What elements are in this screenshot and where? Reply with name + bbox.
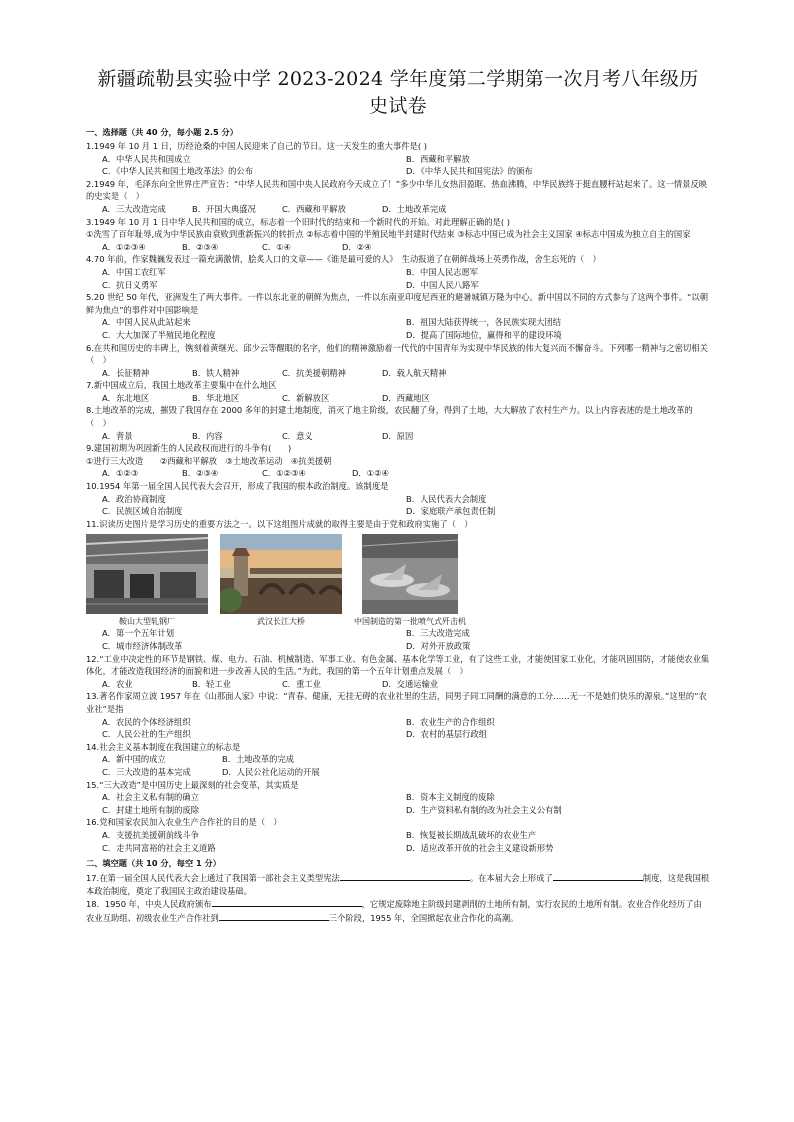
caption-bridge: 武汉长江大桥 bbox=[257, 617, 305, 627]
option: C．大大加深了半殖民地化程度 bbox=[102, 329, 216, 340]
option: B．三大改造完成 bbox=[406, 628, 470, 639]
option: D．人民公社化运动的开展 bbox=[222, 766, 320, 777]
question-3-options bbox=[86, 241, 710, 254]
q17-text-b: 。在本届大会上形成了 bbox=[469, 873, 553, 884]
option: A．政治协商制度 bbox=[102, 493, 166, 504]
exam-title bbox=[86, 66, 710, 120]
question-10-options bbox=[86, 493, 710, 518]
option: A．新中国的成立 bbox=[102, 754, 166, 765]
option: B．农业生产的合作组织 bbox=[406, 716, 495, 727]
option: A．长征精神 bbox=[102, 367, 150, 378]
option: D．家庭联产承包责任制 bbox=[406, 506, 496, 517]
option: B．人民代表大会制度 bbox=[406, 493, 487, 504]
answer-blank[interactable] bbox=[553, 871, 643, 881]
option: A．中国工农红军 bbox=[102, 266, 166, 277]
option: C．意义 bbox=[282, 430, 313, 441]
caption-jet-fighter: 中国制造的第一批喷气式歼击机 bbox=[354, 617, 466, 627]
answer-blank[interactable] bbox=[340, 871, 470, 881]
question-14: 14.社会主义基本制度在我国建立的标志是 bbox=[86, 741, 241, 752]
section-heading-choice: 一、选择题（共 40 分，每小题 2.5 分） bbox=[86, 127, 238, 137]
question-12-options bbox=[86, 678, 710, 691]
option: D．载人航天精神 bbox=[382, 367, 447, 378]
option: B．铁人精神 bbox=[192, 367, 240, 378]
question-9-options bbox=[86, 467, 710, 480]
option: A．社会主义私有制的确立 bbox=[102, 792, 199, 803]
question-6: 6.在共和国历史的丰碑上，镌刻着黄继光、邱少云等醒眼的名字，他们的精神激励着一代代的中国青年为实现中华民族的伟大复兴而不懈奋斗。下列哪一精神与之密切相关（ ） bbox=[86, 342, 708, 366]
option: B．华北地区 bbox=[192, 392, 240, 403]
question-1: 1.1949 年 10 月 1 日，历经沧桑的中国人民迎来了自己的节日。这一天发生的重大事件是( ) bbox=[86, 141, 427, 151]
option: C．城市经济体制改革 bbox=[102, 641, 183, 651]
option: D．适应改革开放的社会主义建设新形势 bbox=[406, 842, 554, 853]
question-3-items: ①洗雪了百年耻辱,成为中华民族由衰败到重新振兴的转折点 ②标志着中国的半殖民地半封建时代结束 ③标志中国已成为社会主义国家 ④标志中国成为独立自主的国家 bbox=[86, 229, 691, 240]
figure-steel-mill bbox=[86, 534, 208, 627]
question-12: 12.“工业中决定性的环节是钢铁、煤、电力、石油、机械制造、军事工业、有色金属、基本化学等工业，有了这些工业，才能使国家工业化，才能巩固国防，才能使农业集体化，才能改造我国经济的面貌和进一步改善人民的生活。”为此，我国的第一个五年计划重点发展（ ） bbox=[86, 653, 710, 677]
option: A．三大改造完成 bbox=[102, 203, 166, 214]
option: A．农业 bbox=[102, 678, 133, 689]
option: A．背景 bbox=[102, 430, 133, 441]
option: A．中国人民从此站起来 bbox=[102, 317, 191, 328]
option: A．农民的个体经济组织 bbox=[102, 716, 191, 727]
question-7-options bbox=[86, 392, 710, 405]
jet-fighter-photo bbox=[362, 534, 458, 614]
option: D．农村的基层行政组 bbox=[406, 729, 488, 740]
figure-wuhan-bridge bbox=[220, 534, 342, 627]
option: D．《中华人民共和国宪法》的颁布 bbox=[406, 166, 533, 177]
steel-mill-photo bbox=[86, 534, 208, 614]
answer-blank[interactable] bbox=[219, 911, 329, 921]
option: C．走共同富裕的社会主义道路 bbox=[102, 842, 216, 853]
option: D．①②④ bbox=[352, 468, 389, 479]
question-2: 2.1949 年，毛泽东向全世界庄严宣告：“中华人民共和国中央人民政府今天成立了！”多少中华儿女热泪盈眶、热血沸腾，中华民族终于挺直腰杆站起来了。这一情景反映的史实是（ ） bbox=[86, 178, 708, 202]
question-7: 7.新中国成立后，我国土地改革主要集中在什么地区 bbox=[86, 380, 277, 391]
question-15-options bbox=[86, 791, 710, 816]
q17-text-a: 17.在第一届全国人民代表大会上通过了我国第一部社会主义类型宪法 bbox=[86, 873, 340, 884]
answer-blank[interactable] bbox=[212, 897, 362, 907]
question-16-options bbox=[86, 829, 710, 854]
option: C．①②③④ bbox=[262, 468, 306, 479]
question-9-items: ①进行三大改造 ②西藏和平解放 ③土地改革运动 ④抗美援朝 bbox=[86, 455, 332, 466]
question-11-options bbox=[86, 627, 710, 652]
option: B．开国大典盛况 bbox=[192, 203, 256, 214]
option: A．①②③ bbox=[102, 468, 139, 479]
question-10: 10.1954 年第一届全国人民代表大会召开，形成了我国的根本政治制度。该制度是 bbox=[86, 481, 389, 492]
exam-page bbox=[86, 66, 710, 924]
option: A．东北地区 bbox=[102, 392, 150, 403]
question-8: 8.土地改革的完成，摧毁了我国存在 2000 多年的封建土地制度，消灭了地主阶级，农民翻了身，得到了土地，大大解放了农村生产力。以上内容表述的是土地改革的（ ） bbox=[86, 405, 693, 429]
question-5-options bbox=[86, 316, 710, 341]
bridge-photo bbox=[220, 534, 342, 614]
option: D．②④ bbox=[342, 241, 372, 252]
question-4: 4.70 年前，作家魏巍发表过一篇充满激情，脍炙人口的文章——《谁是最可爱的人》 生动报道了在朝鲜战场上英勇作战，舍生忘死的（ ） bbox=[86, 254, 601, 265]
question-11: 11.识读历史图片是学习历史的重要方法之一。以下这组图片成就的取得主要是由于党和政府实施了（ ） bbox=[86, 518, 473, 529]
option: B．土地改革的完成 bbox=[222, 754, 295, 765]
question-6-options bbox=[86, 367, 710, 380]
q17-text-c: 制度，这是我国根本政治制度，奠定了我国民主政治建设基础。 bbox=[86, 873, 710, 896]
figure-jet-fighter bbox=[354, 534, 466, 627]
question-9: 9.建国初期为巩固新生的人民政权而进行的斗争有( ) bbox=[86, 443, 292, 454]
option: D．交通运输业 bbox=[382, 678, 439, 689]
question-16: 16.党和国家农民加入农业生产合作社的目的是（ ） bbox=[86, 817, 282, 828]
q18-text-a: 18．1950 年，中央人民政府颁布 bbox=[86, 899, 212, 910]
question-15: 15.“三大改造”是中国历史上最深刻的社会变革，其实质是 bbox=[86, 779, 299, 790]
option: D．土地改革完成 bbox=[382, 203, 447, 214]
title-line-2: 史试卷 bbox=[369, 95, 427, 117]
q18-text-b: ，它规定废除地主阶级封建剥削的土地所有制，实行农民的土地所有制。农业合作化经历了由农业互助组、初级农业生产合作社到 bbox=[86, 899, 702, 923]
question-17 bbox=[86, 871, 710, 897]
question-8-options bbox=[86, 430, 710, 443]
question-13-options bbox=[86, 716, 710, 741]
option: B．祖国大陆获得统一，各民族实现大团结 bbox=[406, 317, 562, 328]
option: D．提高了国际地位，赢得和平的建设环境 bbox=[406, 329, 562, 340]
option: B．②③④ bbox=[182, 241, 219, 252]
option: C．三大改造的基本完成 bbox=[102, 766, 191, 777]
question-14-options bbox=[86, 753, 710, 778]
option: C．重工业 bbox=[282, 678, 321, 689]
option: B．轻工业 bbox=[192, 678, 231, 689]
option: B．②③④ bbox=[182, 468, 219, 479]
option: B．中国人民志愿军 bbox=[406, 266, 479, 277]
section-heading-fill-blank: 二、填空题（共 10 分，每空 1 分） bbox=[86, 858, 221, 869]
option: C．封建土地所有制的废除 bbox=[102, 804, 200, 815]
question-11-images bbox=[86, 534, 710, 627]
option: B．资本主义制度的废除 bbox=[406, 792, 495, 803]
q18-text-c: 三个阶段，1955 年，全国掀起农业合作化的高潮。 bbox=[328, 912, 519, 923]
question-1-options bbox=[86, 153, 710, 178]
option: C．西藏和平解放 bbox=[282, 203, 346, 214]
option: D．对外开放政策 bbox=[406, 641, 471, 651]
option: D．生产资料私有制的改为社会主义公有制 bbox=[406, 804, 562, 815]
option: C．新解放区 bbox=[282, 392, 330, 403]
option: C．人民公社的生产组织 bbox=[102, 729, 191, 740]
option: C．抗日义勇军 bbox=[102, 279, 158, 290]
option: D．西藏地区 bbox=[382, 392, 430, 403]
option: B．西藏和平解放 bbox=[406, 153, 470, 164]
question-5: 5.20 世纪 50 年代，亚洲发生了两大事件。一件以东北亚的朝鲜为焦点，一件以东南亚印度尼西亚的避暑城镇万隆为中心。新中国以不同的方式参与了这两个事件。“以朝鲜为焦点”的事件对中国影响是 bbox=[86, 292, 709, 315]
option: A．①②③④ bbox=[102, 241, 146, 252]
option: C．抗美援朝精神 bbox=[282, 367, 346, 378]
option: A．中华人民共和国成立 bbox=[102, 153, 191, 164]
option: C．①④ bbox=[262, 241, 291, 252]
option: D．原因 bbox=[382, 430, 414, 441]
option: D．中国人民八路军 bbox=[406, 279, 479, 290]
option: B．内容 bbox=[192, 430, 223, 441]
question-3: 3.1949 年 10 月 1 日中华人民共和国的成立，标志着一个旧时代的结束和一个新时代的开始。对此理解正确的是( ) bbox=[86, 216, 510, 227]
question-2-options bbox=[86, 203, 710, 216]
option: C．《中华人民共和国土地改革法》的公布 bbox=[102, 166, 253, 177]
title-line-1: 新疆疏勒县实验中学 2023-2024 学年度第二学期第一次月考八年级历 bbox=[97, 68, 699, 90]
option: B．恢复被长期战乱破坏的农业生产 bbox=[406, 829, 537, 840]
option: A．支援抗美援朝前线斗争 bbox=[102, 829, 199, 840]
question-4-options bbox=[86, 266, 710, 291]
option: A．第一个五年计划 bbox=[102, 628, 175, 639]
option: C．民族区域自治制度 bbox=[102, 506, 183, 517]
question-18 bbox=[86, 897, 710, 924]
question-13: 13.著名作家周立波 1957 年在《山那面人家》中说：“青春、健康，无挂无碍的农业社里的生活，同男子同工同酬的满意的工分……无一不是她们快乐的源泉。”这里的“农业社”是指 bbox=[86, 691, 707, 714]
caption-steel-mill: 鞍山大型轧钢厂 bbox=[119, 617, 175, 627]
